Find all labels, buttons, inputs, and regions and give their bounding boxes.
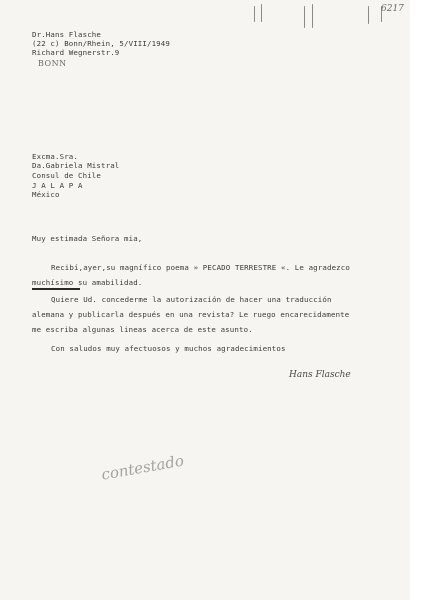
recipient-name: Da.Gabriela Mistral	[32, 161, 120, 170]
salutation: Muy estimada Señora mia,	[32, 234, 143, 243]
closing-line: Con saludos muy afectuosos y muchos agradecimientos	[51, 344, 286, 353]
body-paragraph-1-line-1: Recibí,ayer,su magnífico poema » PECADO TERRESTRE «. Le agradezco	[51, 263, 350, 272]
body-paragraph-2-line-2: alemana y publicarla después en una revista? Le ruego encarecidamente	[32, 310, 350, 319]
pencil-mark	[261, 4, 262, 22]
signature: Hans Flasche	[289, 370, 351, 380]
recipient-title: Excma.Sra.	[32, 152, 78, 161]
body-paragraph-1-line-2: muchísimo su amabilidad.	[32, 278, 143, 287]
body-paragraph-2-line-3: me escriba algunas lineas acerca de este asunto.	[32, 325, 253, 334]
pencil-mark	[304, 6, 305, 28]
recipient-city: J A L A P A	[32, 181, 83, 190]
pencil-mark	[254, 6, 255, 22]
handwritten-underline	[32, 288, 80, 290]
sender-name: Dr.Hans Flasche	[32, 30, 101, 39]
body-paragraph-2-line-1: Quiere Ud. concederme la autorización de hacer una traducción	[51, 295, 332, 304]
pencil-mark	[312, 4, 313, 28]
archive-number: 6217	[381, 4, 404, 14]
bonn-annotation: BONN	[38, 59, 67, 68]
recipient-position: Consul de Chile	[32, 171, 101, 180]
sender-street: Richard Wegnerstr.9	[32, 48, 120, 57]
recipient-country: México	[32, 190, 60, 199]
contestado-annotation: contestado	[100, 451, 186, 484]
sender-address: (22 c) Bonn/Rhein, 5/VIII/1949	[32, 39, 170, 48]
scan-margin	[410, 0, 423, 600]
pencil-mark	[368, 6, 369, 24]
